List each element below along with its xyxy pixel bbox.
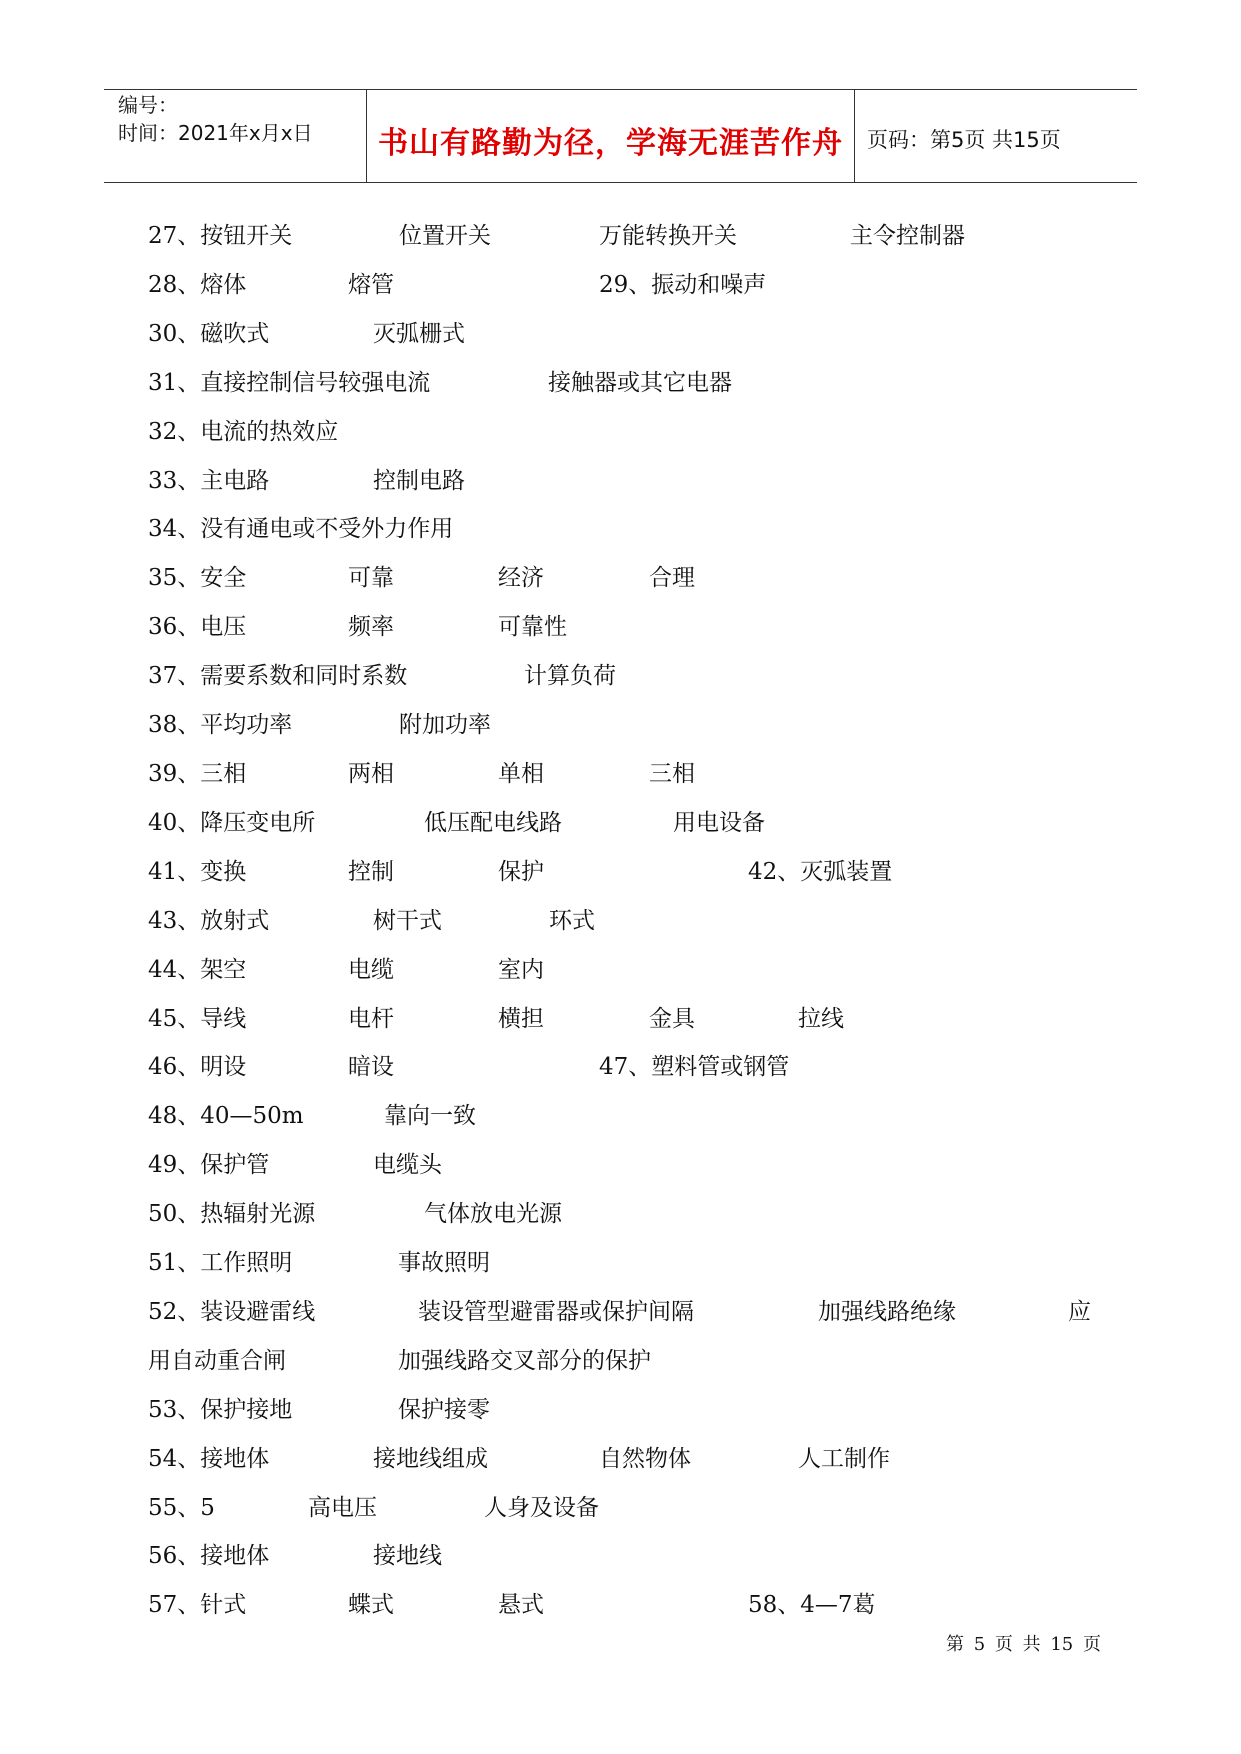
answer-text: 49、保护管 (148, 1152, 270, 1178)
answer-line (0, 853, 1241, 883)
answer-text: 人工制作 (798, 1446, 890, 1472)
page-footer: 第 5 页 共 15 页 (946, 1634, 1101, 1655)
answer-text: 32、电流的热效应 (148, 419, 339, 445)
answer-text: 29、振动和噪声 (599, 272, 767, 298)
answer-text: 三相 (649, 761, 695, 787)
answer-text: 40、降压变电所 (148, 810, 316, 836)
answer-text: 电杆 (348, 1006, 394, 1032)
answer-text: 52、装设避雷线 (148, 1299, 316, 1325)
answer-text: 装设管型避雷器或保护间隔 (418, 1299, 694, 1325)
answer-line (0, 266, 1241, 296)
answer-line (0, 1293, 1241, 1323)
answer-text: 保护接零 (398, 1397, 490, 1423)
answer-text: 室内 (498, 957, 544, 983)
answer-text: 43、放射式 (148, 908, 270, 934)
answer-line (0, 1440, 1241, 1470)
answer-text: 保护 (498, 859, 544, 885)
answer-text: 暗设 (348, 1054, 394, 1080)
answer-text: 31、直接控制信号较强电流 (148, 370, 431, 396)
answer-text: 横担 (498, 1006, 544, 1032)
answer-line (0, 1048, 1241, 1078)
answer-line (0, 1537, 1241, 1567)
answer-line (0, 364, 1241, 394)
answer-text: 主令控制器 (850, 223, 965, 249)
answer-text: 42、灭弧装置 (748, 859, 893, 885)
answer-line (0, 1000, 1241, 1030)
answer-text: 50、热辐射光源 (148, 1201, 316, 1227)
header-middle-cell (367, 90, 855, 182)
answer-text: 蝶式 (348, 1592, 394, 1618)
answer-text: 55、5 (148, 1495, 215, 1521)
answer-text: 45、导线 (148, 1006, 247, 1032)
answer-text: 41、变换 (148, 859, 247, 885)
answer-line (0, 608, 1241, 638)
answer-text: 控制电路 (373, 468, 465, 494)
answer-text: 34、没有通电或不受外力作用 (148, 516, 454, 542)
answer-line (0, 1195, 1241, 1225)
answer-line (0, 951, 1241, 981)
answer-text: 应 (1068, 1299, 1091, 1325)
answer-text: 36、电压 (148, 614, 247, 640)
answer-text: 44、架空 (148, 957, 247, 983)
answer-text: 电缆头 (373, 1152, 442, 1178)
answer-text: 37、需要系数和同时系数 (148, 663, 408, 689)
answer-text: 48、40—50m (148, 1103, 304, 1129)
answer-text: 悬式 (498, 1592, 544, 1618)
answer-text: 47、塑料管或钢管 (599, 1054, 790, 1080)
answer-line (0, 1097, 1241, 1127)
answer-text: 58、4—7葛 (748, 1592, 876, 1618)
answer-text: 事故照明 (398, 1250, 490, 1276)
answer-text: 靠向一致 (384, 1103, 476, 1129)
answer-line (0, 510, 1241, 540)
answer-text: 万能转换开关 (599, 223, 737, 249)
answer-text: 用自动重合闸 (148, 1348, 286, 1374)
answer-line (0, 1244, 1241, 1274)
answer-text: 54、接地体 (148, 1446, 270, 1472)
answer-text: 电缆 (348, 957, 394, 983)
answer-text: 计算负荷 (524, 663, 616, 689)
answer-text: 33、主电路 (148, 468, 270, 494)
answer-line (0, 1489, 1241, 1519)
answer-text: 频率 (348, 614, 394, 640)
answer-line (0, 413, 1241, 443)
answer-text: 熔管 (348, 272, 394, 298)
answer-text: 单相 (498, 761, 544, 787)
answer-text: 用电设备 (673, 810, 765, 836)
answer-line (0, 706, 1241, 736)
answer-text: 拉线 (798, 1006, 844, 1032)
answer-text: 接地线 (373, 1543, 442, 1569)
answer-text: 接地线组成 (373, 1446, 488, 1472)
header-left-cell (104, 90, 367, 182)
answer-text: 35、安全 (148, 565, 247, 591)
header-right-cell (855, 90, 1137, 182)
answer-text: 环式 (549, 908, 595, 934)
number-label: 编号： (118, 93, 178, 117)
answer-line (0, 1146, 1241, 1176)
answer-text: 气体放电光源 (424, 1201, 562, 1227)
answer-text: 27、按钮开关 (148, 223, 293, 249)
answer-line (0, 315, 1241, 345)
answer-text: 56、接地体 (148, 1543, 270, 1569)
answer-line (0, 902, 1241, 932)
answer-line (0, 217, 1241, 247)
answer-line (0, 1342, 1241, 1372)
page-header (104, 89, 1137, 183)
answer-text: 控制 (348, 859, 394, 885)
answer-text: 46、明设 (148, 1054, 247, 1080)
answer-line (0, 559, 1241, 589)
answer-text: 57、针式 (148, 1592, 247, 1618)
answer-line (0, 462, 1241, 492)
answer-line (0, 657, 1241, 687)
answer-text: 附加功率 (399, 712, 491, 738)
answer-line (0, 804, 1241, 834)
answer-text: 低压配电线路 (424, 810, 562, 836)
motto: 书山有路勤为径，学海无涯苦作舟 (378, 126, 843, 161)
page-code: 页码：第5页 共15页 (867, 128, 1061, 152)
answer-text: 经济 (498, 565, 544, 591)
answer-text: 30、磁吹式 (148, 321, 270, 347)
answer-text: 人身及设备 (484, 1495, 599, 1521)
answer-text: 可靠 (348, 565, 394, 591)
answer-text: 38、平均功率 (148, 712, 293, 738)
answer-text: 加强线路交叉部分的保护 (398, 1348, 651, 1374)
answer-line (0, 1586, 1241, 1616)
answer-text: 树干式 (373, 908, 442, 934)
answer-text: 两相 (348, 761, 394, 787)
answer-line (0, 755, 1241, 785)
answer-text: 加强线路绝缘 (818, 1299, 956, 1325)
answer-text: 灭弧栅式 (373, 321, 465, 347)
answer-text: 51、工作照明 (148, 1250, 293, 1276)
answer-text: 合理 (649, 565, 695, 591)
answer-text: 高电压 (308, 1495, 377, 1521)
answer-text: 39、三相 (148, 761, 247, 787)
answer-text: 可靠性 (498, 614, 567, 640)
time-label: 时间：2021年x月x日 (118, 121, 313, 145)
answer-text: 金具 (649, 1006, 695, 1032)
answer-text: 自然物体 (599, 1446, 691, 1472)
answer-text: 53、保护接地 (148, 1397, 293, 1423)
answer-text: 28、熔体 (148, 272, 247, 298)
answer-text: 接触器或其它电器 (548, 370, 732, 396)
answer-line (0, 1391, 1241, 1421)
answer-text: 位置开关 (399, 223, 491, 249)
